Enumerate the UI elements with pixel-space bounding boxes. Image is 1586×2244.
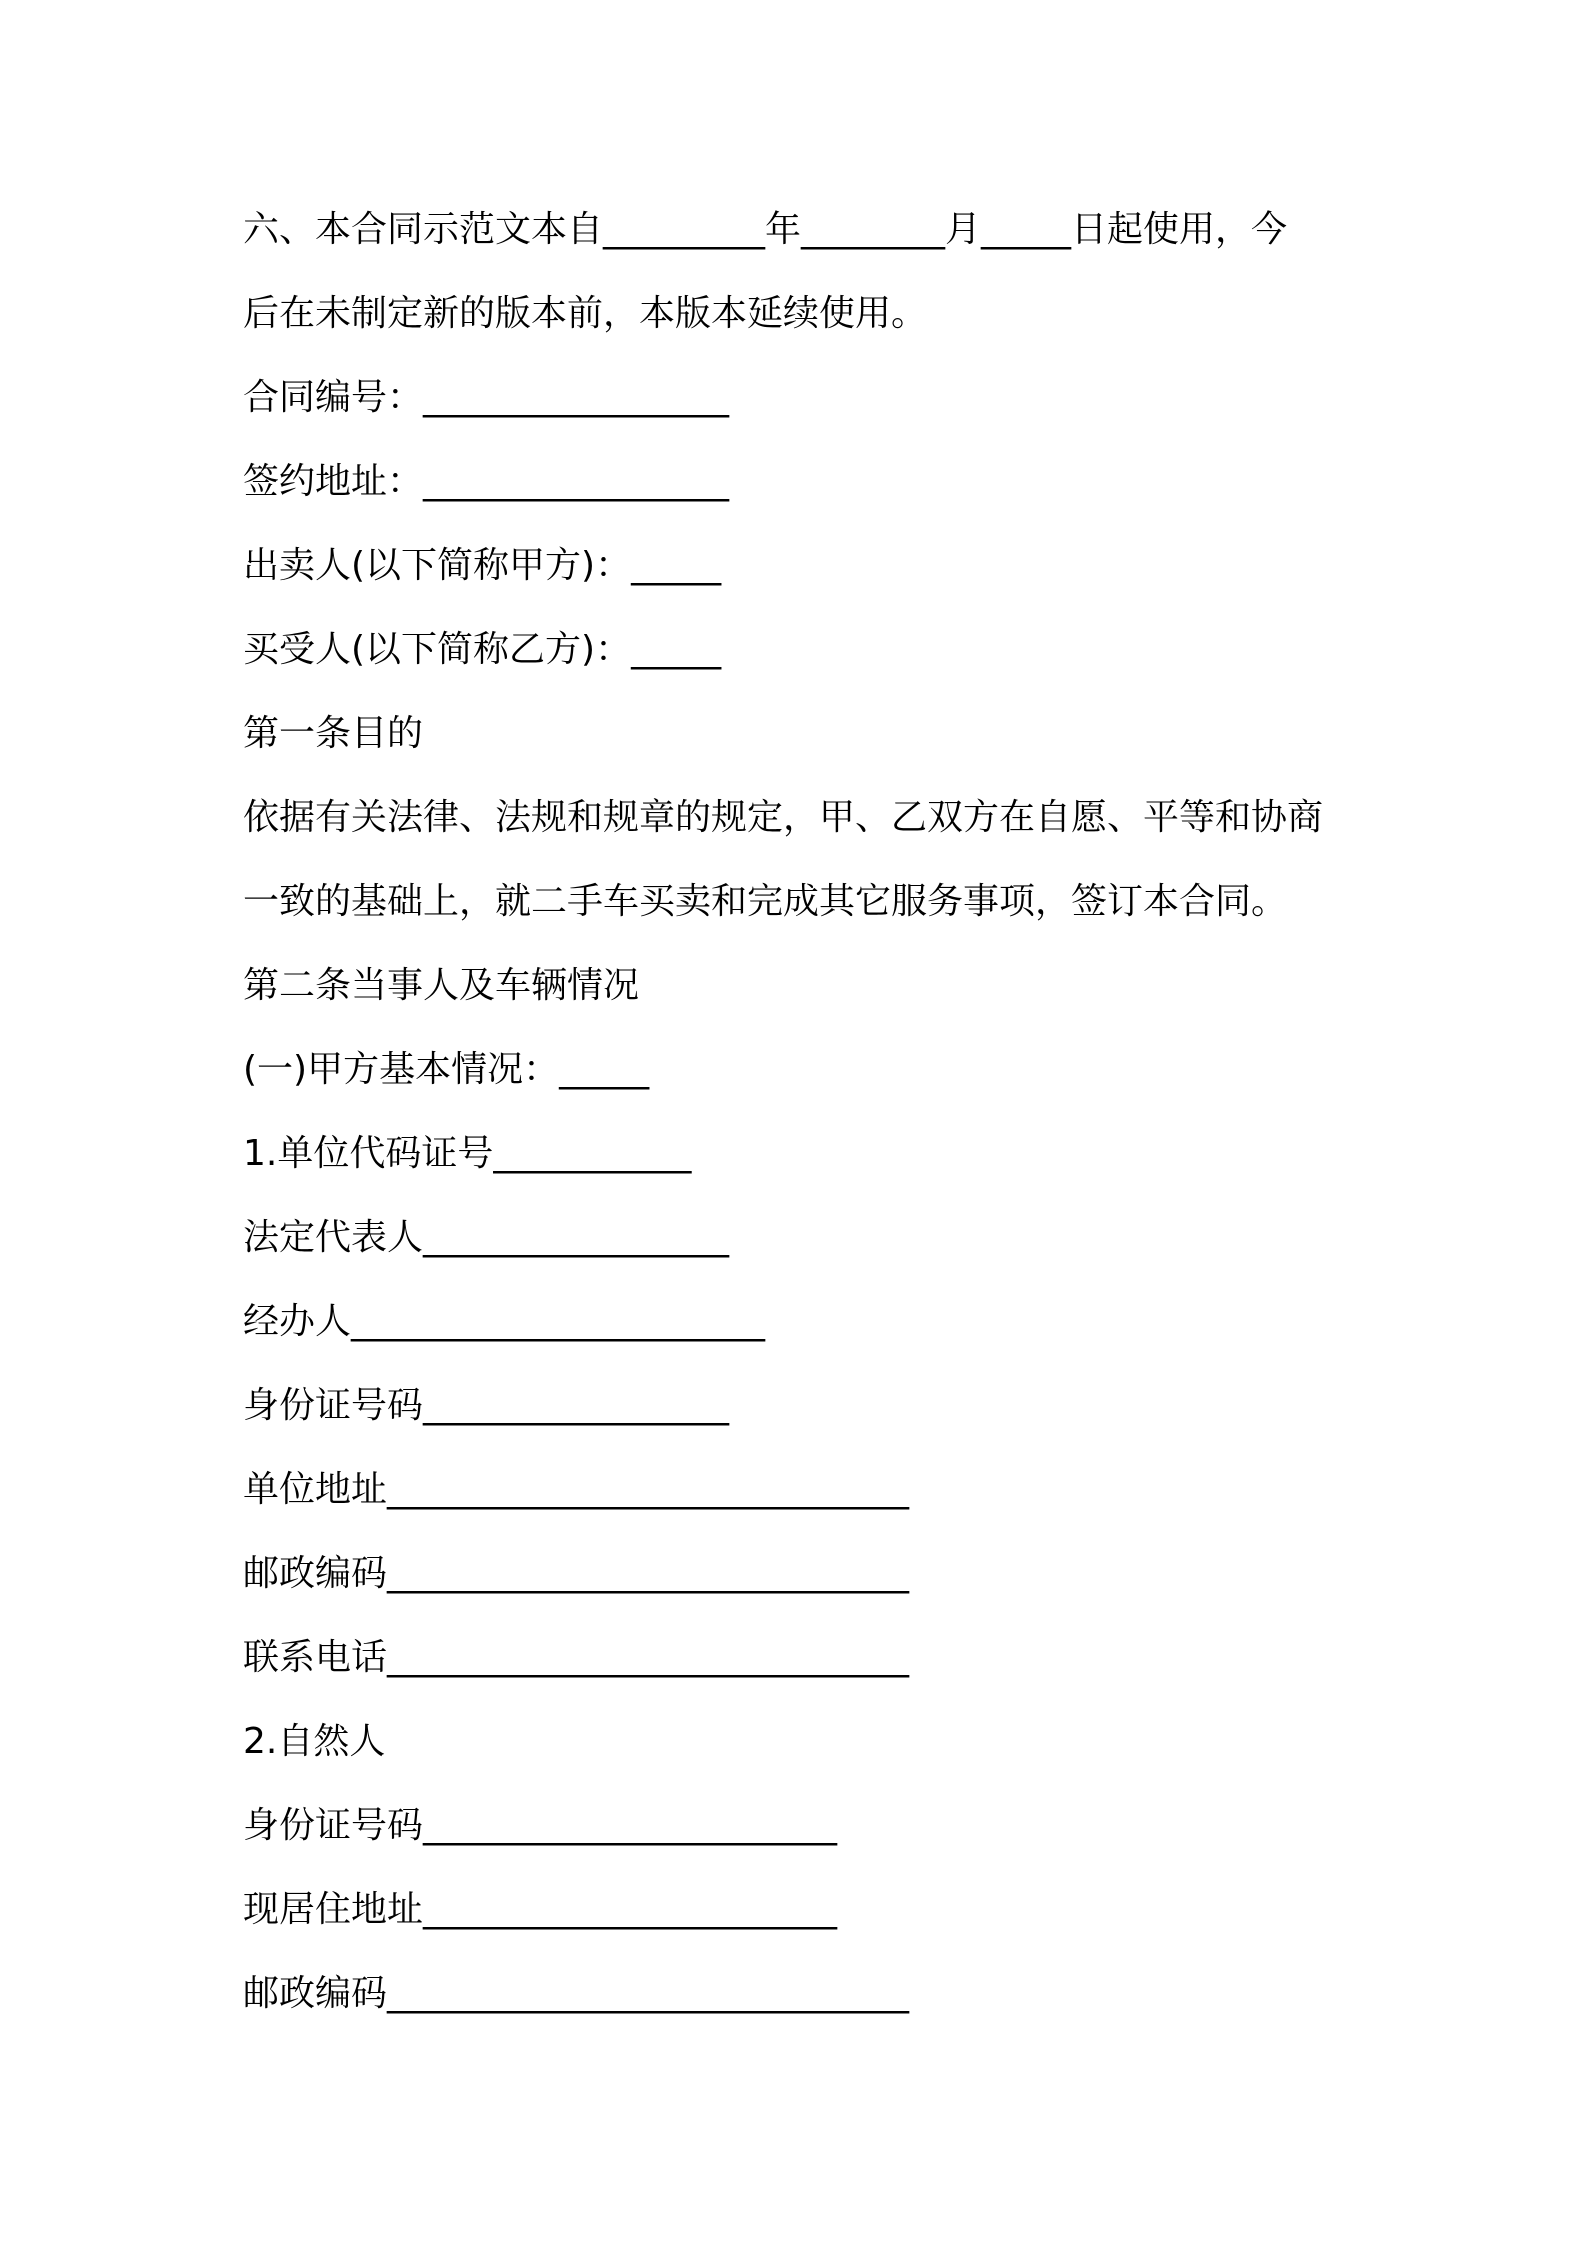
residence-address-field: 现居住地址_______________________ bbox=[243, 1889, 838, 1930]
natural-person-id-field: 身份证号码_______________________ bbox=[243, 1805, 838, 1846]
unit-address-field: 单位地址_____________________________ bbox=[243, 1469, 910, 1510]
phone-field: 联系电话_____________________________ bbox=[243, 1637, 910, 1678]
id-number-field: 身份证号码_________________ bbox=[243, 1385, 730, 1426]
unit-code-number-field: 1.单位代码证号___________ bbox=[243, 1133, 692, 1174]
document-body bbox=[243, 200, 1353, 2048]
agent-field: 经办人_______________________ bbox=[243, 1301, 766, 1342]
signing-address-field: 签约地址：_________________ bbox=[243, 461, 730, 502]
postal-code-field: 邮政编码_____________________________ bbox=[243, 1553, 910, 1594]
buyer-party-b-field: 买受人(以下简称乙方)：_____ bbox=[243, 629, 722, 670]
article-one-text-line-2: 一致的基础上，就二手车买卖和完成其它服务事项，签订本合同。 bbox=[243, 881, 1288, 922]
seller-party-a-field: 出卖人(以下简称甲方)：_____ bbox=[243, 545, 722, 586]
contract-number-field: 合同编号：_________________ bbox=[243, 377, 730, 418]
article-one-text-line-1: 依据有关法律、法规和规章的规定，甲、乙双方在自愿、平等和协商 bbox=[243, 797, 1324, 838]
clause-six-line-2: 后在未制定新的版本前，本版本延续使用。 bbox=[243, 293, 928, 334]
legal-representative-field: 法定代表人_________________ bbox=[243, 1217, 730, 1258]
natural-person-postal-code-field: 邮政编码_____________________________ bbox=[243, 1973, 910, 2014]
clause-six-line-1: 六、本合同示范文本自_________年________月_____日起使用，今 bbox=[243, 209, 1288, 250]
article-one-heading: 第一条目的 bbox=[243, 713, 424, 754]
party-a-basic-info-field: (一)甲方基本情况：_____ bbox=[243, 1049, 650, 1090]
article-two-heading: 第二条当事人及车辆情况 bbox=[243, 965, 640, 1006]
natural-person-heading: 2.自然人 bbox=[243, 1721, 386, 1762]
